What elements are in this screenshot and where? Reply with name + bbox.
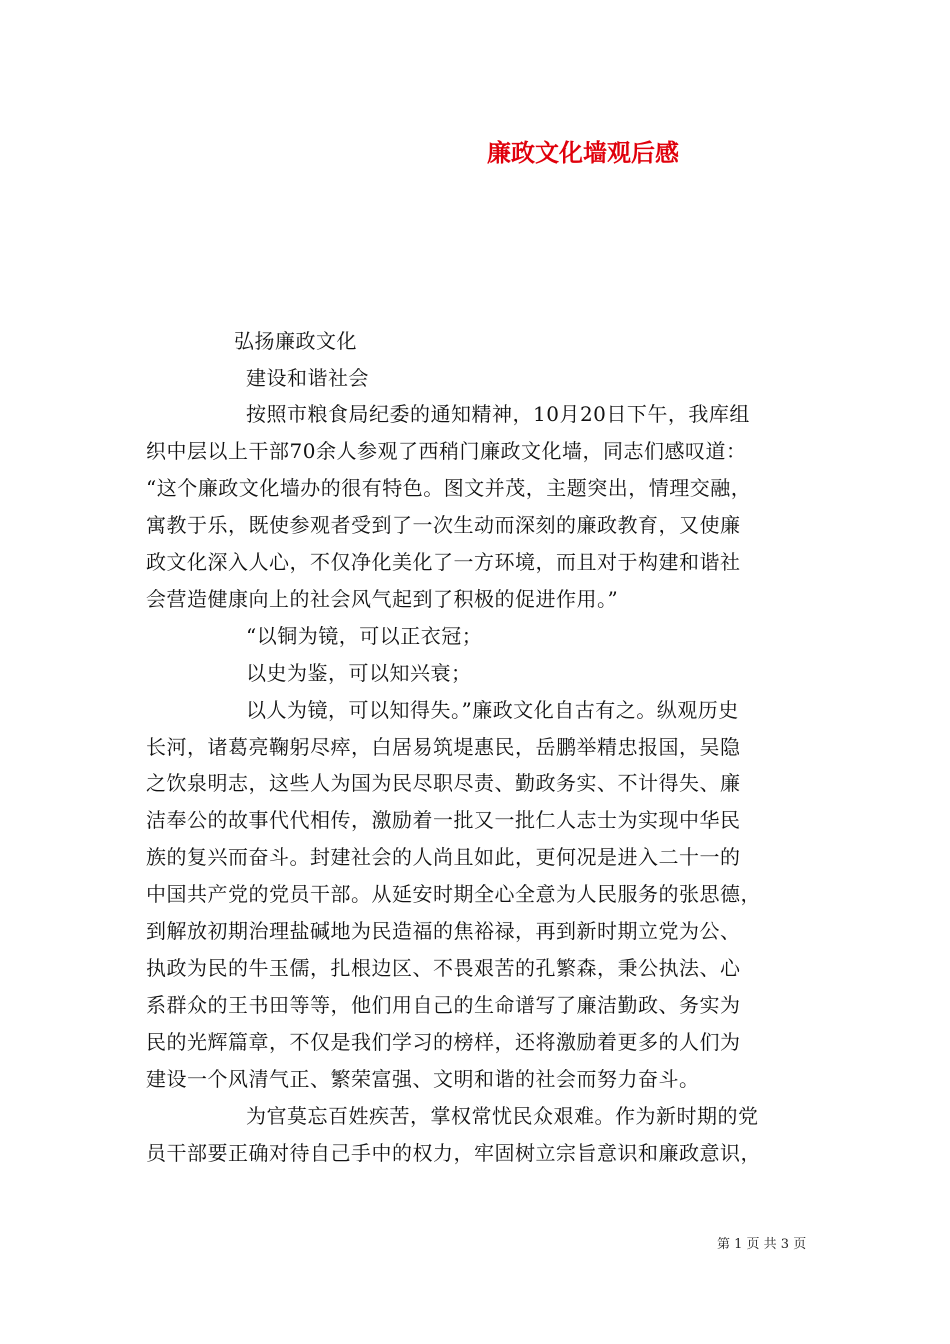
paragraph-line: 织中层以上干部70余人参观了西稍门廉政文化墙，同志们感叹道： — [146, 439, 747, 463]
quote-line: “以铜为镜，可以正衣冠； — [246, 624, 483, 648]
page-number-footer: 第 1 页 共 3 页 — [717, 1237, 807, 1252]
paragraph-line: 寓教于乐，既使参观者受到了一次生动而深刻的廉政教育，又使廉 — [146, 513, 741, 537]
paragraph-line: 之饮泉明志，这些人为国为民尽职尽责、勤政务实、不计得失、廉 — [146, 771, 741, 795]
paragraph-line: 执政为民的牛玉儒，扎根边区、不畏艰苦的孔繁森，秉公执法、心 — [146, 956, 741, 980]
paragraph-line: 中国共产党的党员干部。从延安时期全心全意为人民服务的张思德， — [146, 882, 761, 906]
subtitle-line-2: 建设和谐社会 — [246, 366, 369, 390]
subtitle-line-1: 弘扬廉政文化 — [234, 329, 357, 353]
paragraph-line: 族的复兴而奋斗。封建社会的人尚且如此，更何况是进入二十一的 — [146, 845, 741, 869]
document-title: 廉政文化墙观后感 — [487, 138, 679, 167]
paragraph-line: 为官莫忘百姓疾苦，掌权常忧民众艰难。作为新时期的党 — [246, 1104, 759, 1128]
paragraph-line: 到解放初期治理盐碱地为民造福的焦裕禄，再到新时期立党为公、 — [146, 919, 741, 943]
paragraph-line: 员干部要正确对待自己手中的权力，牢固树立宗旨意识和廉政意识， — [146, 1141, 761, 1165]
quote-line: 以史为鉴，可以知兴衰； — [246, 661, 472, 685]
paragraph-line: 民的光辉篇章，不仅是我们学习的榜样，还将激励着更多的人们为 — [146, 1030, 741, 1054]
paragraph-line: 政文化深入人心，不仅净化美化了一方环境，而且对于构建和谐社 — [146, 550, 741, 574]
paragraph-line: 系群众的王书田等等，他们用自己的生命谱写了廉洁勤政、务实为 — [146, 993, 741, 1017]
paragraph-line: 会营造健康向上的社会风气起到了积极的促进作用。” — [146, 587, 619, 611]
paragraph-line: 按照市粮食局纪委的通知精神，10月20日下午，我库组 — [246, 402, 750, 426]
paragraph-line: “这个廉政文化墙办的很有特色。图文并茂，主题突出，情理交融， — [146, 476, 752, 500]
paragraph-line: 长河，诸葛亮鞠躬尽瘁，白居易筑堤惠民，岳鹏举精忠报国，吴隐 — [146, 735, 741, 759]
paragraph-line: 建设一个风清气正、繁荣富强、文明和谐的社会而努力奋斗。 — [146, 1067, 700, 1091]
paragraph-line: 以人为镜，可以知得失。”廉政文化自古有之。纵观历史 — [246, 698, 739, 722]
paragraph-line: 洁奉公的故事代代相传，激励着一批又一批仁人志士为实现中华民 — [146, 808, 741, 832]
